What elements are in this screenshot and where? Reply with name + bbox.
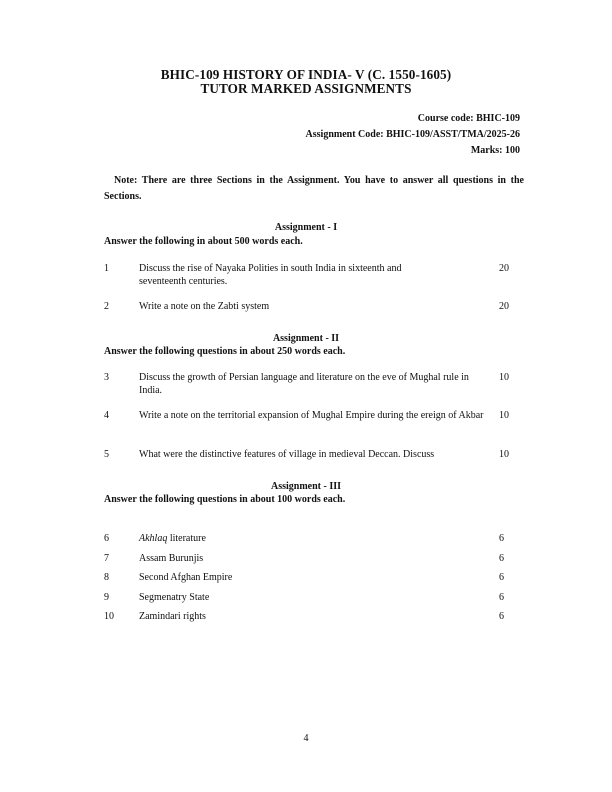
question-number: 3 — [104, 372, 109, 383]
assignment-code: Assignment Code: BHIC-109/ASST/TMA/2025-26 — [305, 129, 520, 140]
question-marks: 6 — [499, 611, 504, 622]
question-marks: 10 — [499, 449, 509, 460]
question-text: Discuss the rise of Nayaka Polities in south India in sixteenth and seventeenth centuries. — [139, 263, 402, 287]
question-marks: 10 — [499, 410, 509, 421]
question-number: 9 — [104, 592, 109, 603]
course-title: BHIC-109 HISTORY OF INDIA- V (C. 1550-1605) — [160, 67, 452, 82]
section-title-1: Assignment - I — [274, 222, 338, 233]
question-marks: 20 — [499, 301, 509, 312]
question-number: 4 — [104, 410, 109, 421]
question-number: 7 — [104, 553, 109, 564]
question-text — [139, 532, 491, 545]
question-number: 6 — [104, 533, 109, 544]
instructions-note: Note: There are three Sections in the Assignment. You have to answer all questions in the Sections. — [104, 175, 524, 202]
question-marks: 6 — [499, 592, 504, 603]
question-marks: 6 — [499, 553, 504, 564]
question-marks: 10 — [499, 372, 509, 383]
question-number: 5 — [104, 449, 109, 460]
question-text: Second Afghan Empire — [139, 572, 233, 583]
document-subtitle: TUTOR MARKED ASSIGNMENTS — [200, 81, 412, 96]
page-number: 4 — [303, 733, 309, 744]
question-marks: 6 — [499, 533, 504, 544]
question-text: Assam Burunjis — [139, 553, 204, 564]
question-text: What were the distinctive features of village in medieval Deccan. Discuss — [139, 449, 435, 460]
section-instruction-3: Answer the following questions in about 100 words each. — [104, 494, 346, 505]
question-number: 10 — [104, 611, 114, 622]
question-text: Write a note on the Zabti system — [139, 301, 270, 312]
question-text: Zamindari rights — [139, 611, 206, 622]
section-title-2: Assignment - II — [272, 333, 340, 344]
question-number: 8 — [104, 572, 109, 583]
section-title-3: Assignment - III — [270, 481, 341, 492]
question-text: Write a note on the territorial expansion of Mughal Empire during the ereign of Akbar — [139, 410, 484, 421]
question-marks: 6 — [499, 572, 504, 583]
question-text: Discuss the growth of Persian language and literature on the eve of Mughal rule in India. — [139, 372, 469, 396]
section-instruction-2: Answer the following questions in about 250 words each. — [104, 346, 346, 357]
section-instruction-1: Answer the following in about 500 words each. — [104, 236, 303, 247]
question-number: 1 — [104, 263, 109, 274]
question-number: 2 — [104, 301, 109, 312]
total-marks: Marks: 100 — [470, 145, 520, 156]
question-marks: 20 — [499, 263, 509, 274]
question-text-italic: Akhlaq — [139, 533, 168, 544]
question-text-rest: literature — [167, 533, 206, 544]
question-text: Segmenatry State — [139, 592, 210, 603]
course-code: Course code: BHIC-109 — [417, 113, 520, 124]
